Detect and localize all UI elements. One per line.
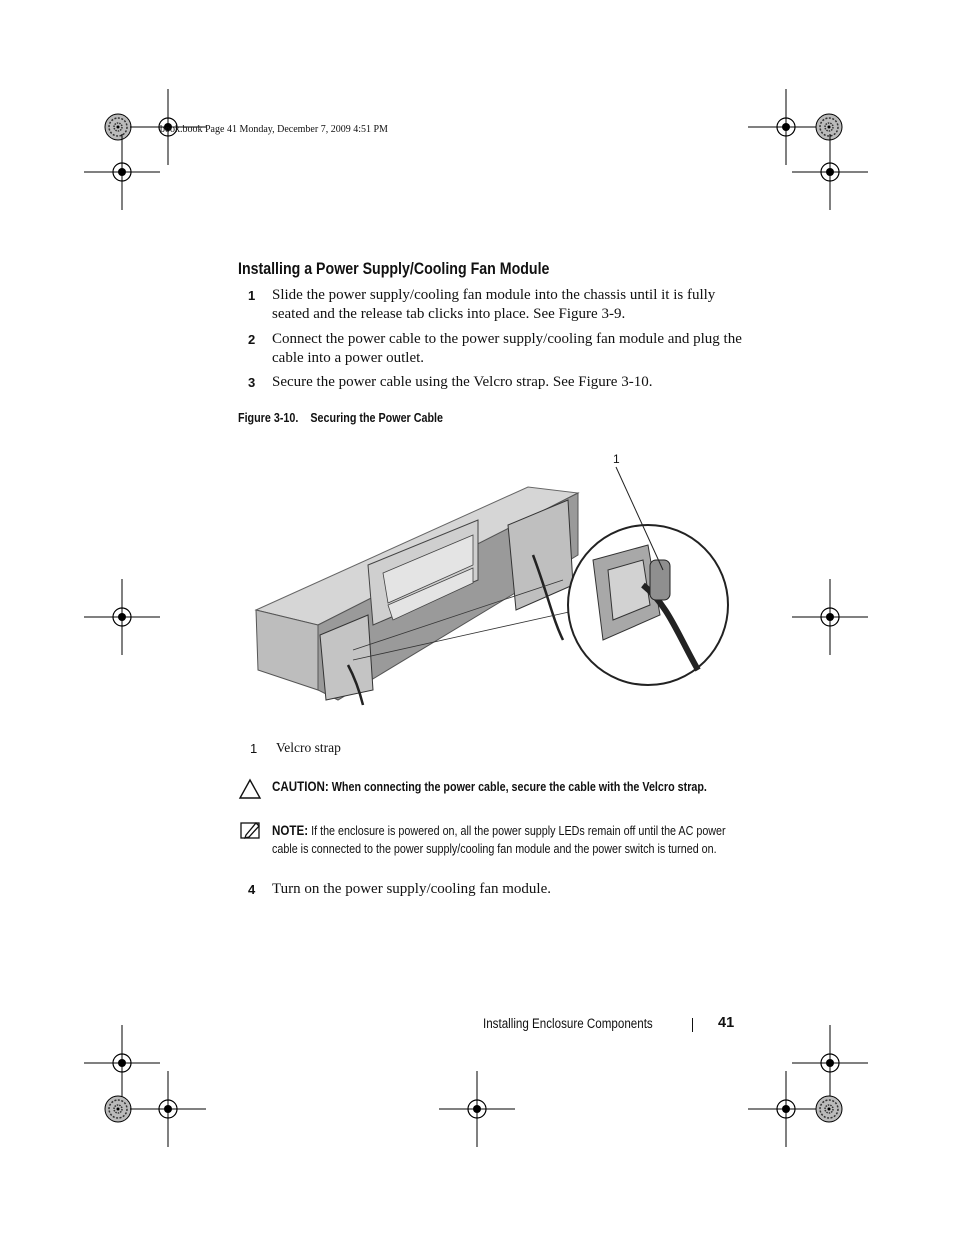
registration-mark-icon	[792, 134, 868, 210]
registration-mark-icon	[816, 114, 842, 140]
footer-separator	[692, 1018, 693, 1032]
note-label: NOTE:	[272, 823, 309, 838]
step-text: Turn on the power supply/cooling fan module.	[272, 881, 552, 897]
registration-mark-icon	[84, 579, 160, 655]
note-text: If the enclosure is powered on, all the power supply LEDs remain off until the AC power cable is connected to the power supply/cooling fan module and the power switch is turned on.	[272, 824, 726, 856]
registration-mark-icon	[439, 1071, 515, 1147]
caution-text: When connecting the power cable, secure the cable with the Velcro strap.	[331, 780, 707, 794]
step-text: Connect the power cable to the power supply/cooling fan module and plug the cable into a power outlet.	[272, 331, 742, 366]
legend-number: 1	[250, 741, 258, 756]
registration-mark-icon	[792, 1025, 868, 1101]
figure-callout-number: 1	[613, 452, 620, 466]
registration-mark-icon	[792, 579, 868, 655]
figure-title: Securing the Power Cable	[310, 411, 444, 425]
step-number: 3	[248, 375, 256, 390]
registration-mark-icon	[84, 1025, 160, 1101]
registration-mark-icon	[130, 1071, 206, 1147]
figure-caption	[238, 411, 476, 425]
legend-label: Velcro strap	[276, 740, 341, 755]
power-cable-illustration	[248, 465, 738, 710]
footer-section-title: Installing Enclosure Components	[483, 1016, 653, 1031]
step-number: 4	[248, 882, 256, 897]
step-number: 2	[248, 332, 256, 347]
step-text: Secure the power cable using the Velcro strap. See Figure 3-10.	[272, 374, 653, 390]
note-block	[272, 822, 742, 858]
page-number: 41	[718, 1015, 735, 1031]
registration-mark-icon	[748, 89, 824, 165]
registration-mark-icon	[84, 134, 160, 210]
section-title: Installing a Power Supply/Cooling Fan Module	[238, 260, 550, 278]
registration-mark-icon	[105, 114, 131, 140]
step-text: Slide the power supply/cooling fan module into the chassis until it is fully seated and the release tab clicks into place. See Figure 3-9.	[272, 287, 716, 322]
print-header-info: book.book Page 41 Monday, December 7, 2009 4:51 PM	[160, 124, 388, 135]
registration-mark-icon	[816, 1096, 842, 1122]
registration-mark-icon	[748, 1071, 824, 1147]
step-number: 1	[248, 288, 256, 303]
caution-block	[272, 778, 742, 797]
caution-triangle-icon	[238, 778, 262, 800]
registration-mark-icon	[105, 1096, 131, 1122]
note-pencil-icon	[240, 820, 262, 840]
figure-label: Figure 3-10.	[238, 411, 299, 425]
caution-label: CAUTION:	[272, 779, 329, 794]
